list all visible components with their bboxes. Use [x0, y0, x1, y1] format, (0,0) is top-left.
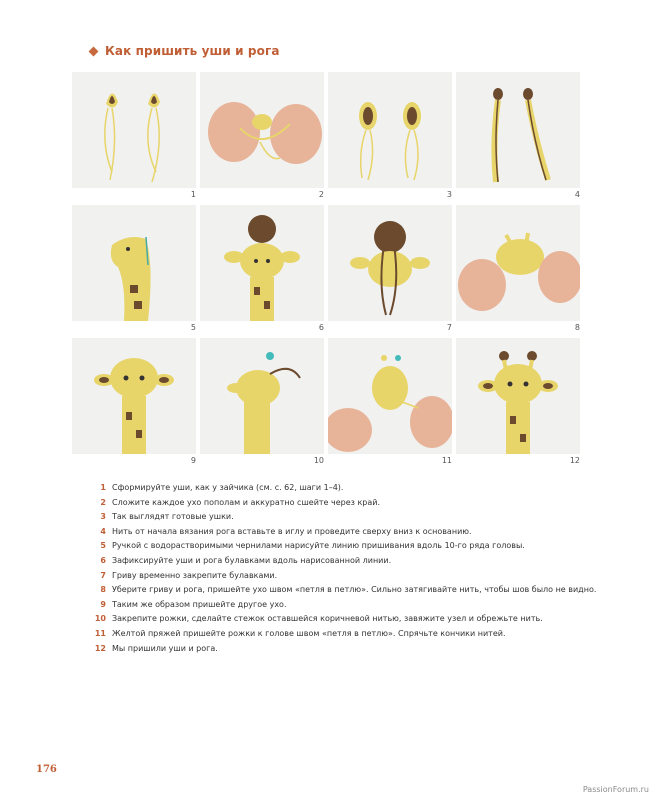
- list-item: [92, 585, 597, 600]
- step-number: 12: [94, 643, 106, 653]
- step-number: 3: [100, 512, 106, 522]
- photo-step-9: [72, 338, 196, 454]
- photo-number: 2: [318, 190, 324, 199]
- heading-text: Как пришить уши и рога: [105, 44, 280, 58]
- watermark: PassionForum.ru: [582, 785, 649, 794]
- step-number: 9: [100, 599, 106, 609]
- step-number: 5: [100, 541, 106, 551]
- photo-step-8: [456, 205, 580, 321]
- list-item: [92, 556, 562, 571]
- list-item: [92, 614, 562, 629]
- step-number: 8: [100, 585, 106, 595]
- step-list: [92, 483, 597, 658]
- step-text: Нить от начала вязания рога вставьте в иглу и проведите сверху вниз к основанию.: [112, 526, 472, 536]
- step-text: Мы пришили уши и рога.: [112, 643, 218, 653]
- photo-step-2: [200, 72, 324, 188]
- list-item: [92, 571, 562, 586]
- step-text: Уберите гриву и рога, пришейте ухо швом «петля в петлю». Сильно затягивайте нить, чтобы шов было не видно.: [112, 585, 597, 595]
- photo-step-3: [328, 72, 452, 188]
- list-item: [92, 498, 562, 513]
- photo-step-10: [200, 338, 324, 454]
- photo-number: 4: [574, 190, 580, 199]
- list-item: [92, 483, 562, 498]
- photo-number: 5: [190, 323, 196, 332]
- photo-number: 8: [574, 323, 580, 332]
- step-text: Гриву временно закрепите булавками.: [112, 570, 278, 580]
- diamond-bullet-icon: [89, 46, 99, 56]
- list-item: [92, 541, 562, 556]
- photo-number: 12: [569, 456, 580, 465]
- photo-step-1: [72, 72, 196, 188]
- step-text: Желтой пряжей пришейте рожки к голове швом «петля в петлю». Спрячьте кончики нитей.: [112, 628, 506, 638]
- list-item: [92, 600, 562, 615]
- step-text: Так выглядят готовые ушки.: [112, 512, 234, 522]
- step-number: 2: [100, 497, 106, 507]
- step-text: Ручкой с водорастворимыми чернилами нарисуйте линию пришивания вдоль 10-го ряда головы.: [112, 541, 525, 551]
- list-item: [92, 527, 562, 542]
- step-number: 4: [100, 526, 106, 536]
- step-text: Сформируйте уши, как у зайчика (см. с. 62, шаги 1–4).: [112, 483, 344, 492]
- photo-number: 9: [190, 456, 196, 465]
- step-text: Таким же образом пришейте другое ухо.: [112, 599, 287, 609]
- list-item: [92, 512, 562, 527]
- photo-step-6: [200, 205, 324, 321]
- photo-step-5: [72, 205, 196, 321]
- list-item: [92, 629, 562, 644]
- step-text: Сложите каждое ухо пополам и аккуратно сшейте через край.: [112, 497, 381, 507]
- photo-step-12: [456, 338, 580, 454]
- photo-number: 6: [318, 323, 324, 332]
- step-number: 1: [100, 483, 106, 492]
- photo-number: 1: [190, 190, 196, 199]
- photo-step-4: [456, 72, 580, 188]
- section-heading: [90, 44, 280, 58]
- step-number: 7: [100, 570, 106, 580]
- step-text: Закрепите рожки, сделайте стежок оставшейся коричневой нитью, завяжите узел и обрежьте нить.: [112, 614, 543, 624]
- photo-step-7: [328, 205, 452, 321]
- photo-number: 3: [446, 190, 452, 199]
- photo-number: 10: [313, 456, 324, 465]
- photo-number: 11: [441, 456, 452, 465]
- step-text: Зафиксируйте уши и рога булавками вдоль нарисованной линии.: [112, 555, 392, 565]
- step-number: 11: [94, 628, 106, 638]
- photo-number: 7: [446, 323, 452, 332]
- step-number: 6: [100, 555, 106, 565]
- list-item: [92, 644, 562, 659]
- step-number: 10: [94, 614, 106, 624]
- photo-step-11: [328, 338, 452, 454]
- page-number: 176: [36, 764, 57, 775]
